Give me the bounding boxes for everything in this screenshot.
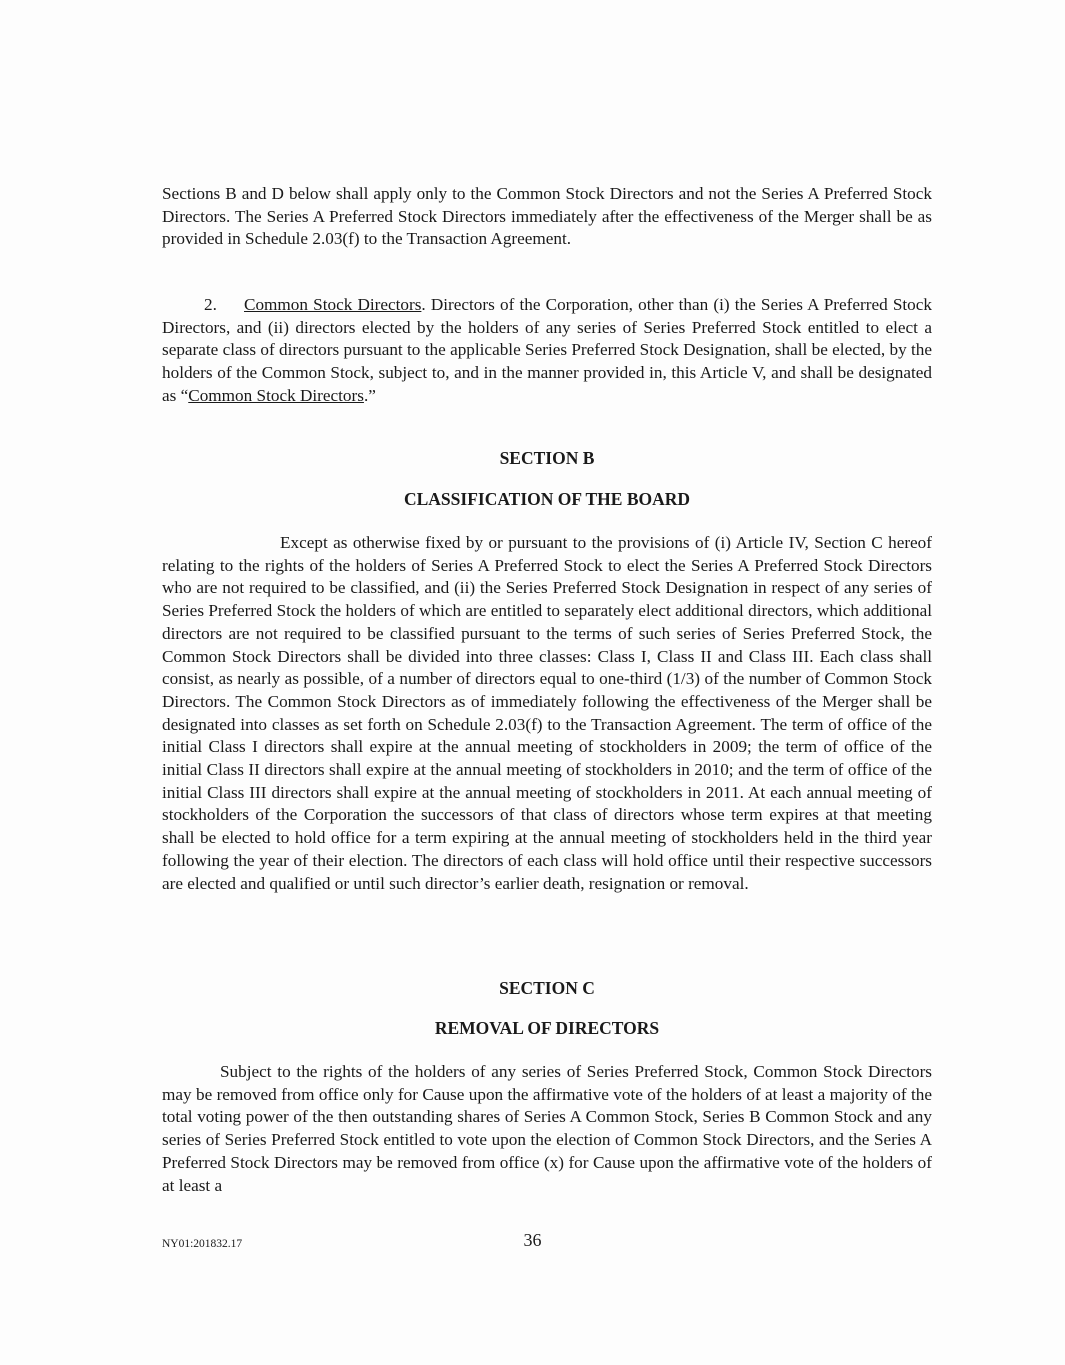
paragraph-text: . Directors of the Corporation, other than (i) the Series A Preferred Stock Directors, and (ii) directors elected by the holders of any series of Series Preferred Stock entitled to elect a separate class of directors pursuant to the applicable Series Preferred Stock Designation, shall be elected, by the holders of the Common Stock, subject to, and in the manner provided in, this Article V, and shall be designated as “ bbox=[162, 295, 932, 405]
defined-term-quoted: Common Stock Directors bbox=[188, 385, 364, 405]
paragraph-number: 2. bbox=[204, 295, 217, 314]
paragraph-text: Except as otherwise fixed by or pursuant to the provisions of (i) Article IV, Section C hereof relating to the rights of the holders of Series A Preferred Stock to elect the Series A Preferred Stock Directors who are not required to be classified, and (ii) the Series Preferred Stock Designation in respect of any series of Series Preferred Stock the holders of which are entitled to separately elect additional directors, which additional directors are not required to be classified pursuant to the terms of such series of Series Preferred Stock, the Common Stock Directors shall be divided into three classes: Class I, Class II and Class III. Each class shall consist, as nearly as possible, of a number of directors equal to one-third (1/3) of the number of Common Stock Directors. The Common Stock Directors as of immediately following the effectiveness of the Merger shall be designated into classes as set forth on Schedule 2.03(f) to the Transaction Agreement. The term of office of the initial Class I directors shall expire at the annual meeting of stockholders in 2009; the term of office of the initial Class II directors shall expire at the annual meeting of stockholders in 2010; and the term of office of the initial Class III directors shall expire at the annual meeting of stockholders in 2011. At each annual meeting of stockholders of the Corporation the successors of that class of directors whose term expires at that meeting shall be elected to hold office for a term expiring at the annual meeting of stockholders held in the third year following the year of their election. The directors of each class will hold office until their respective successors are elected and qualified or until such director’s earlier death, resignation or removal. bbox=[162, 533, 932, 893]
section-b-title: CLASSIFICATION OF THE BOARD bbox=[403, 489, 691, 509]
section-b-heading: SECTION B bbox=[499, 448, 595, 468]
defined-term: Common Stock Directors bbox=[244, 295, 422, 314]
paragraph-text: Subject to the rights of the holders of any series of Series Preferred Stock, Common Stock Directors may be removed from office only for Cause upon the affirmative vote of the holders of at least a majority of the total voting power of the then outstanding shares of Series A Common Stock, Series B Common Stock and any series of Series Preferred Stock entitled to vote upon the election of Common Stock Directors, and the Series A Preferred Stock Directors may be removed from office (x) for Cause upon the affirmative vote of the holders of at least a bbox=[162, 1062, 932, 1195]
paragraph-text-end: .” bbox=[363, 385, 376, 405]
section-c-heading: SECTION C bbox=[499, 978, 595, 998]
paragraph-text: Sections B and D below shall apply only to the Common Stock Directors and not the Series A Preferred Stock Directors. The Series A Preferred Stock Directors immediately after the effectiveness of the Merger shall be as provided in Schedule 2.03(f) to the Transaction Agreement. bbox=[162, 184, 932, 249]
document-id: NY01:201832.17 bbox=[162, 1238, 243, 1250]
paragraph-common-stock-directors bbox=[162, 294, 932, 408]
paragraph-classification bbox=[162, 532, 932, 895]
section-c-title: REMOVAL OF DIRECTORS bbox=[434, 1018, 660, 1038]
page-number: 36 bbox=[523, 1230, 542, 1250]
paragraph-sections-apply bbox=[162, 183, 932, 251]
paragraph-removal bbox=[162, 1061, 932, 1197]
